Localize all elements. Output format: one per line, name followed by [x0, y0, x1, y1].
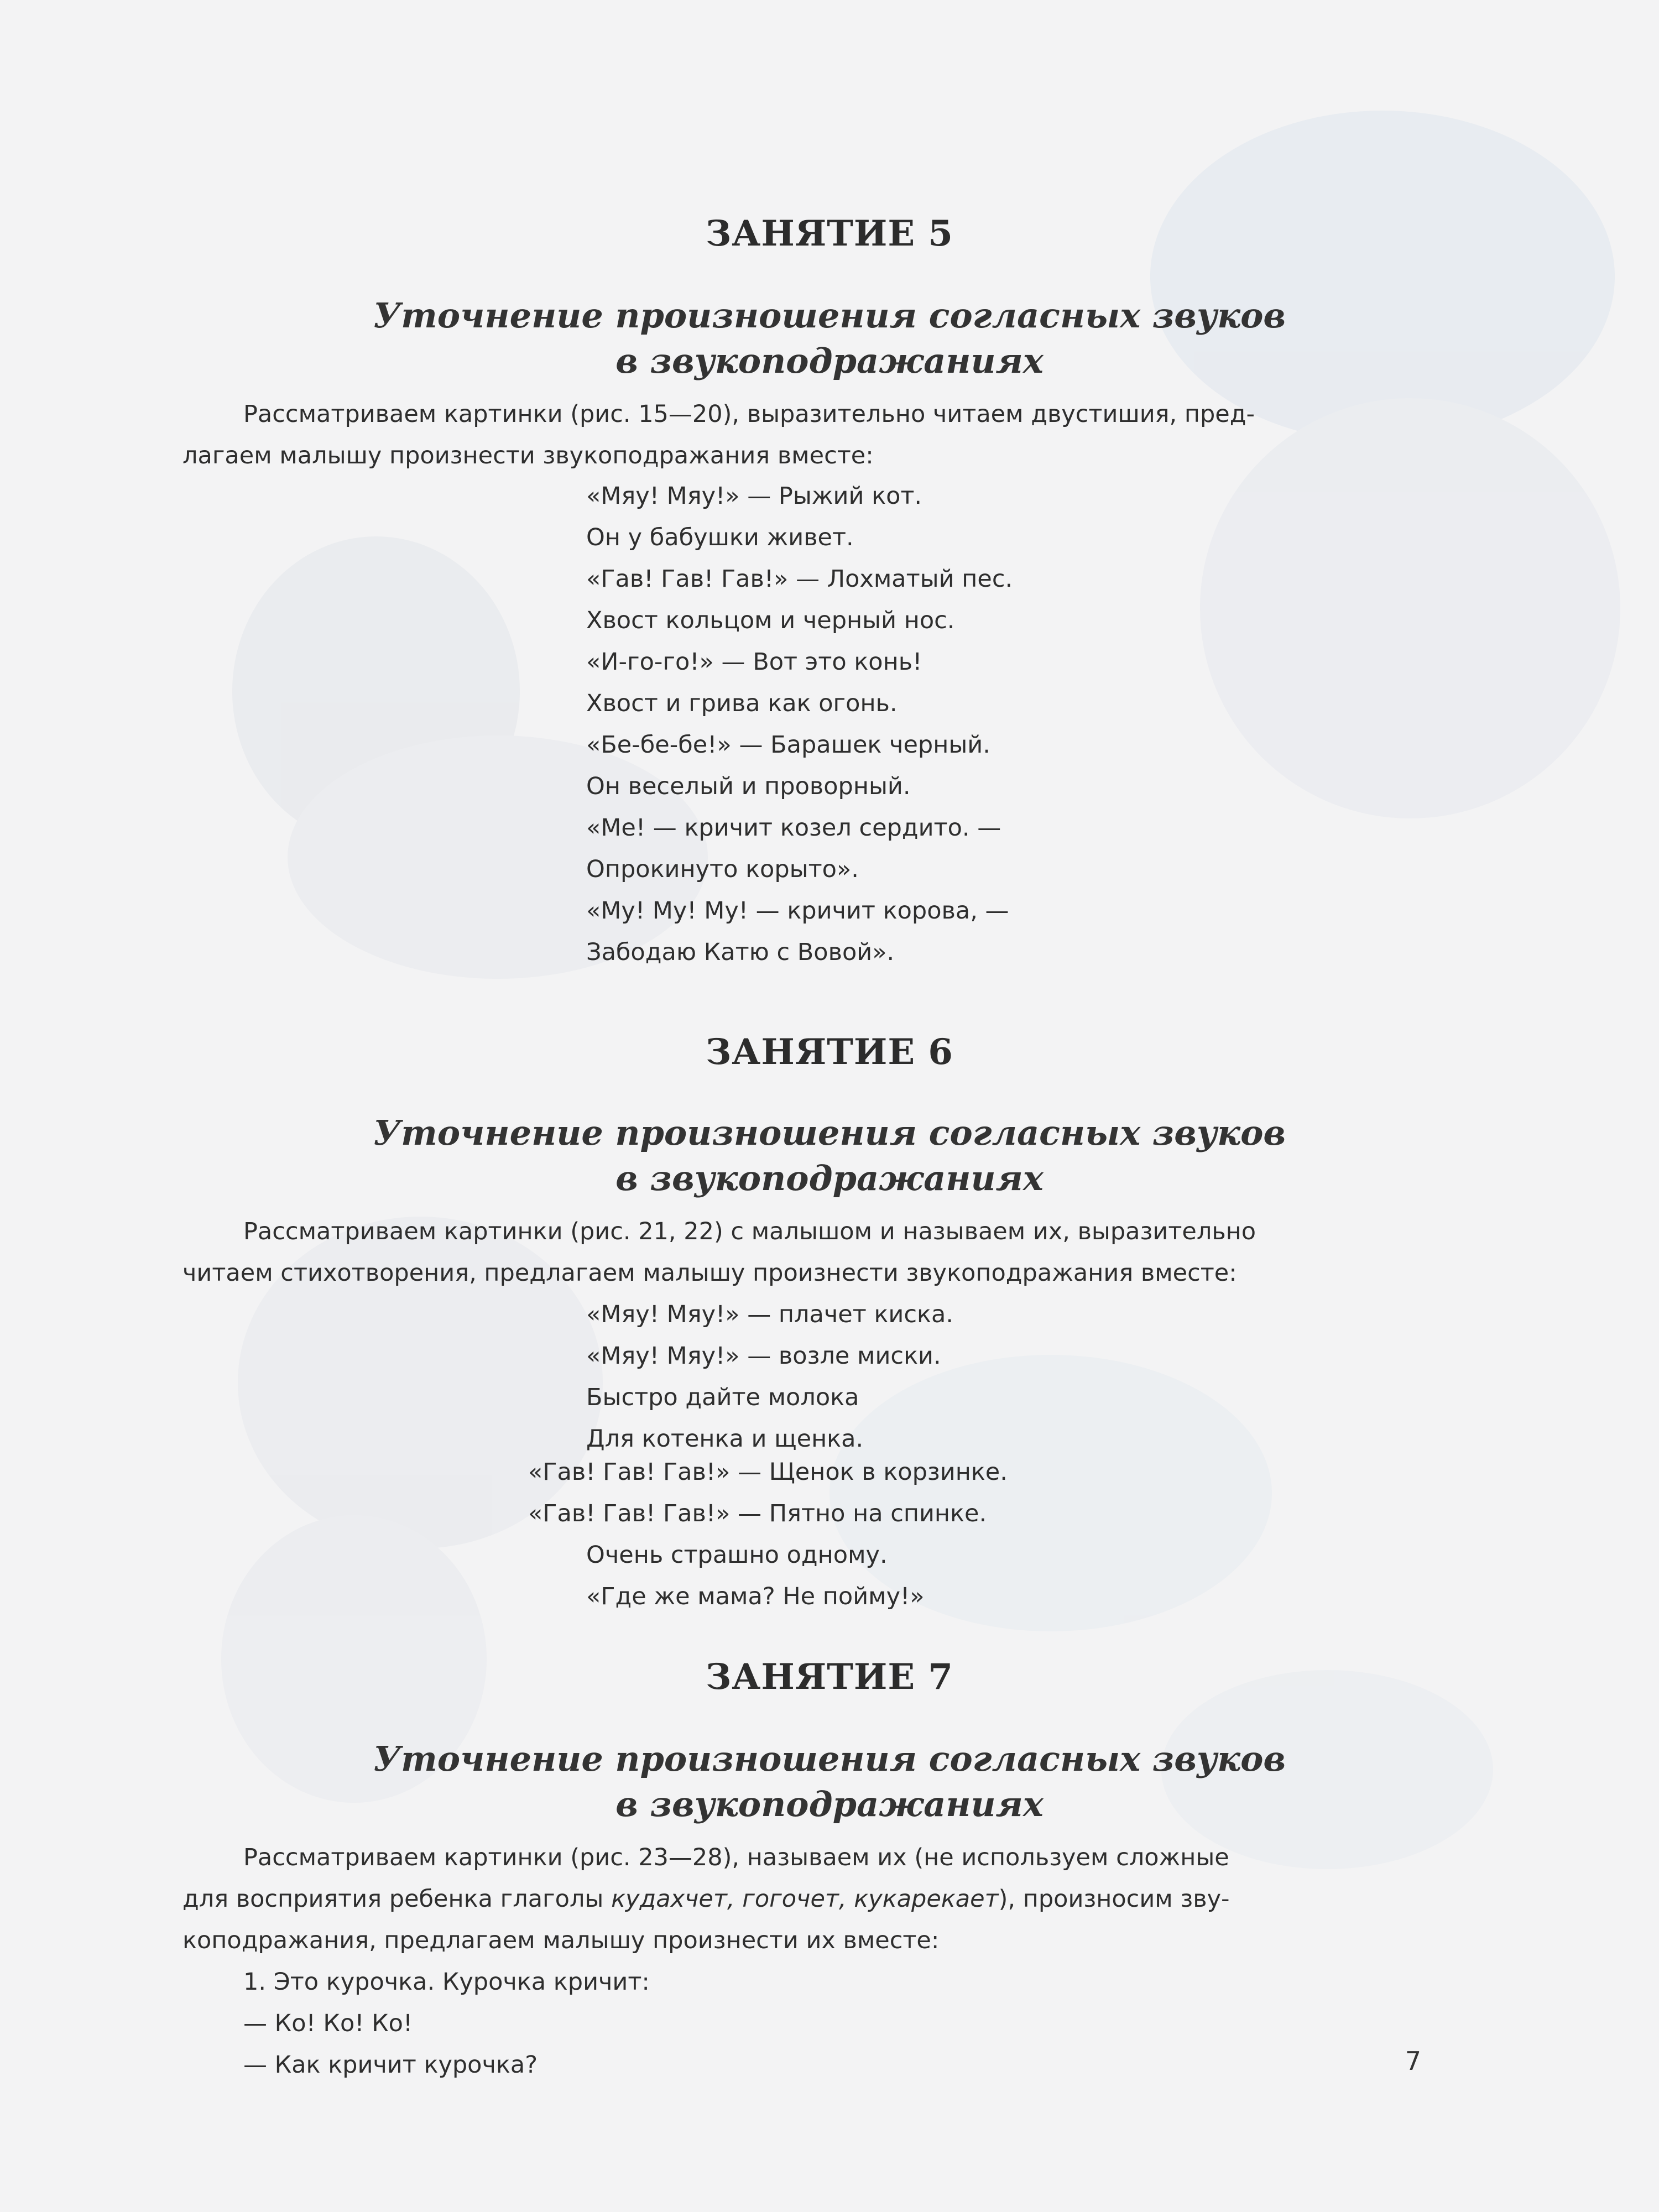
verse-line: «И-го-го!» — Вот это конь!	[586, 648, 922, 676]
verse-line: «Мяу! Мяу!» — возле миски.	[586, 1342, 941, 1370]
lesson-5-subtitle	[0, 293, 1659, 384]
verse-line: Опрокинуто корыто».	[586, 855, 859, 883]
lesson-6-intro	[182, 1211, 1449, 1294]
lesson-6-subtitle	[0, 1110, 1659, 1201]
verse-stanza	[586, 641, 922, 724]
verse-line: «Мяу! Мяу!» — Рыжий кот.	[586, 482, 922, 510]
lesson-6-heading: ЗАНЯТИЕ 6	[706, 1031, 953, 1073]
intro-line: для восприятия ребенка глаголы	[182, 1885, 612, 1913]
verse-stanza	[586, 559, 1013, 641]
intro-line: читаем стихотворения, предлагаем малышу произнести звукоподражания вместе:	[182, 1259, 1237, 1287]
verse-stanza	[528, 1452, 1008, 1618]
intro-line: Рассматриваем картинки (рис. 21, 22) с малышом и называем их, выразительно	[243, 1218, 1256, 1245]
lesson-5-intro	[182, 394, 1449, 477]
lesson-7-subtitle	[0, 1736, 1659, 1827]
subtitle-line: в звукоподражаниях	[615, 341, 1044, 381]
verse-line: Очень страшно одному.	[586, 1541, 888, 1569]
page-number: 7	[1405, 2046, 1421, 2076]
subtitle-line: в звукоподражаниях	[615, 1158, 1044, 1198]
lesson-7-intro	[182, 1837, 1449, 1961]
verse-line: «Где же мама? Не пойму!»	[586, 1583, 925, 1610]
verse-line: «Гав! Гав! Гав!» — Щенок в корзинке.	[528, 1458, 1008, 1486]
dialogue-line: — Ко! Ко! Ко!	[243, 2010, 413, 2037]
verse-line: Хвост кольцом и черный нос.	[586, 607, 955, 634]
intro-line: коподражания, предлагаем малышу произнести их вместе:	[182, 1927, 940, 1954]
verse-line: Он у бабушки живет.	[586, 524, 854, 551]
verse-stanza	[586, 476, 922, 559]
subtitle-line: Уточнение произношения согласных звуков	[373, 295, 1286, 336]
verse-line: «Гав! Гав! Гав!» — Лохматый пес.	[586, 565, 1013, 593]
verse-line: Для котенка и щенка.	[586, 1425, 864, 1453]
dialogue-line: — Как кричит курочка?	[243, 2051, 538, 2079]
lesson-7-heading: ЗАНЯТИЕ 7	[706, 1656, 953, 1698]
lesson-5-heading: ЗАНЯТИЕ 5	[706, 213, 953, 254]
verse-line: «Ме! — кричит козел сердито. —	[586, 814, 1001, 842]
subtitle-line: Уточнение произношения согласных звуков	[373, 1739, 1286, 1779]
intro-line: лагаем малышу произнести звукоподражания вместе:	[182, 442, 874, 469]
verse-line: Он веселый и проворный.	[586, 773, 911, 800]
verse-stanza	[586, 1294, 953, 1460]
intro-line: ), произносим зву-	[998, 1885, 1230, 1913]
exercise-item: 1. Это курочка. Курочка кричит:	[243, 1968, 650, 1996]
intro-line: Рассматриваем картинки (рис. 23—28), называем их (не используем сложные	[243, 1844, 1229, 1871]
verse-stanza	[586, 807, 1001, 890]
verse-line: Хвост и грива как огонь.	[586, 690, 898, 717]
verse-line: Забодаю Катю с Вовой».	[586, 938, 895, 966]
verse-line: «Бе-бе-бе!» — Барашек черный.	[586, 731, 990, 759]
intro-line: Рассматриваем картинки (рис. 15—20), выразительно читаем двустишия, пред-	[243, 400, 1255, 428]
intro-emphasis: кудахчет, гогочет, кукарекает	[611, 1885, 999, 1913]
verse-line: «Мяу! Мяу!» — плачет киска.	[586, 1301, 954, 1328]
subtitle-line: в звукоподражаниях	[615, 1784, 1044, 1824]
verse-stanza	[586, 724, 990, 807]
verse-stanza	[586, 890, 1009, 973]
verse-line: «Му! Му! Му! — кричит корова, —	[586, 897, 1009, 925]
verse-line: Быстро дайте молока	[586, 1384, 859, 1411]
subtitle-line: Уточнение произношения согласных звуков	[373, 1113, 1286, 1153]
verse-line: «Гав! Гав! Гав!» — Пятно на спинке.	[528, 1500, 987, 1527]
